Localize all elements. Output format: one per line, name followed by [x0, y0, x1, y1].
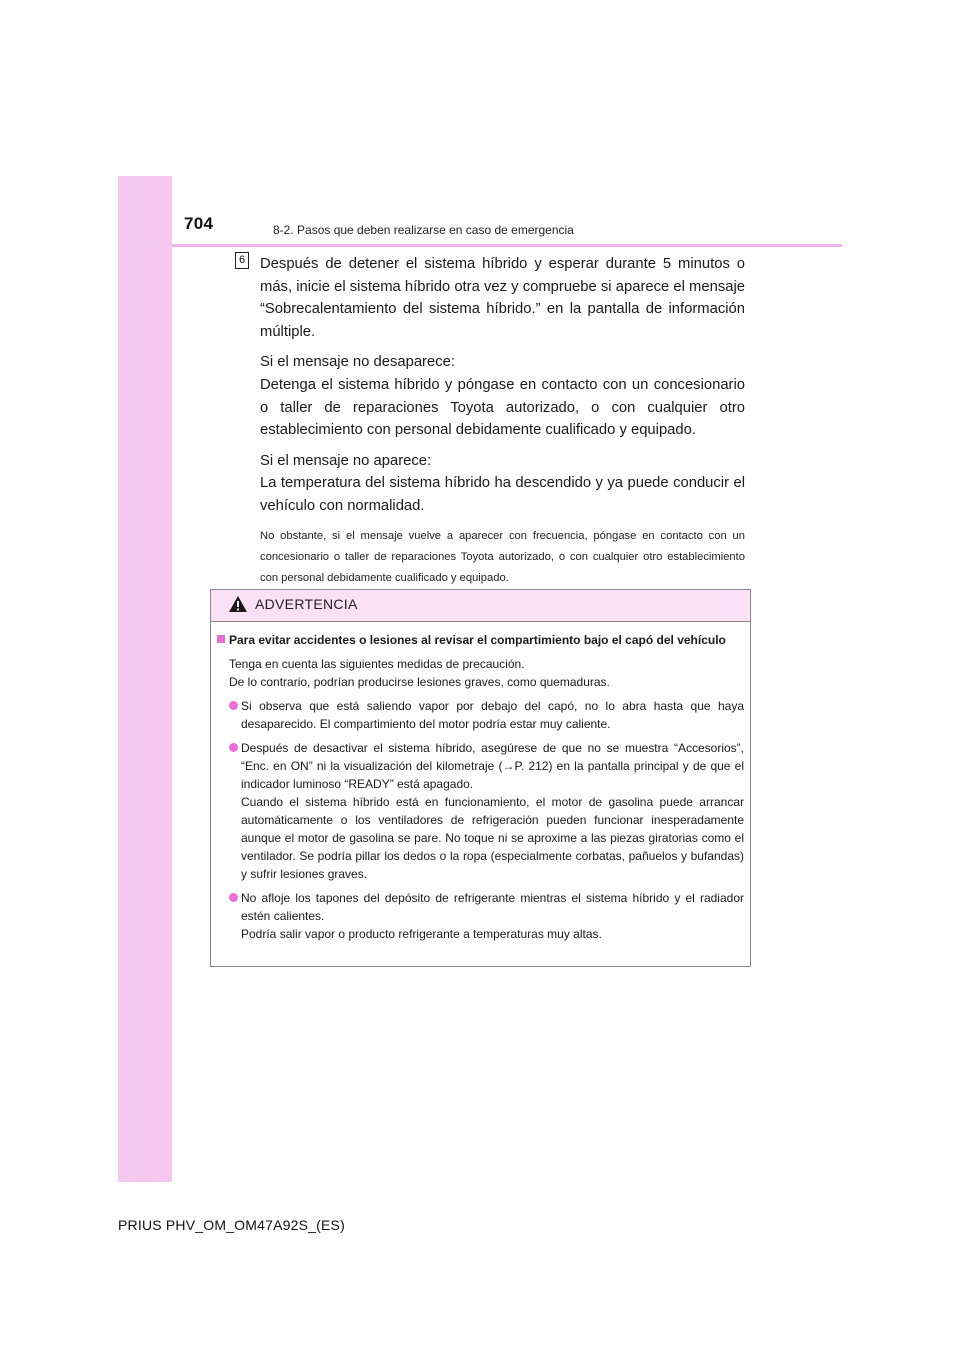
warning-item-text: Si observa que está saliendo vapor por debajo del capó, no lo abra hasta que haya desaparecido. El compartimiento del motor podría estar muy caliente. [241, 699, 744, 731]
step-number-badge: 6 [235, 252, 249, 269]
warning-item [217, 697, 744, 733]
warning-item [217, 889, 744, 943]
warning-title: ADVERTENCIA [255, 596, 358, 612]
step-body [260, 253, 745, 589]
warning-triangle-icon [228, 595, 248, 613]
warning-intro-2: De lo contrario, podrían producirse lesiones graves, como quemaduras. [229, 675, 610, 689]
round-bullet-icon [229, 893, 238, 902]
warning-heading [217, 631, 744, 649]
round-bullet-icon [229, 701, 238, 710]
warning-box [210, 589, 751, 967]
round-bullet-icon [229, 743, 238, 752]
step-note: No obstante, si el mensaje vuelve a aparecer con frecuencia, póngase en contacto con un concesionario o taller de reparaciones Toyota autorizado, o con cualquier otro establecimiento con personal debidamente cualificado y equipado. [260, 529, 745, 584]
header-rule [172, 244, 842, 247]
warning-heading-text: Para evitar accidentes o lesiones al revisar el compartimiento bajo el capó del vehículo [229, 633, 726, 647]
case-2-title: Si el mensaje no aparece: [260, 452, 432, 469]
square-bullet-icon [217, 635, 225, 643]
document-footer: PRIUS PHV_OM_OM47A92S_(ES) [118, 1217, 345, 1233]
step-paragraph: Después de detener el sistema híbrido y esperar durante 5 minutos o más, inicie el sistema híbrido otra vez y compruebe si aparece el mensaje “Sobrecalentamiento del sistema híbrido.” en la pantalla de información múltiple. [260, 256, 745, 340]
case-2-text: La temperatura del sistema híbrido ha descendido y ya puede conducir el vehículo con normalidad. [260, 475, 745, 514]
warning-item-text: Podría salir vapor o producto refrigerante a temperaturas muy altas. [241, 927, 602, 941]
warning-item [217, 739, 744, 883]
warning-item-text: Después de desactivar el sistema híbrido, asegúrese de que no se muestra “Accesorios”, “Enc. en ON” ni la visualización del kilometraje (→P. 212) en la pantalla principal y de que el indicador luminoso “READY” está apagado. [241, 741, 744, 791]
warning-intro-1: Tenga en cuenta las siguientes medidas de precaución. [229, 657, 525, 671]
page-number: 704 [184, 214, 214, 233]
warning-content [217, 631, 744, 943]
section-side-band [118, 176, 172, 1182]
warning-item-text: No afloje los tapones del depósito de refrigerante mientras el sistema híbrido y el radiador estén calientes. [241, 891, 744, 923]
section-title: 8-2. Pasos que deben realizarse en caso de emergencia [273, 223, 574, 237]
warning-header [211, 590, 750, 622]
case-1-text: Detenga el sistema híbrido y póngase en contacto con un concesionario o taller de reparaciones Toyota autorizado, o con cualquier otro establecimiento con personal debidamente cualificado y equipado. [260, 376, 745, 439]
case-1-title: Si el mensaje no desaparece: [260, 354, 455, 371]
warning-item-text: Cuando el sistema híbrido está en funcionamiento, el motor de gasolina puede arrancar automáticamente o los ventiladores de refrigeración pueden funcionar inesperadamente aunque el motor de gasolina se pare. No toque ni se aproxime a las piezas giratorias como el ventilador. Se podría pillar los dedos o la ropa (especialmente corbatas, pañuelos y bufandas) y sufrir lesiones graves. [241, 795, 744, 881]
